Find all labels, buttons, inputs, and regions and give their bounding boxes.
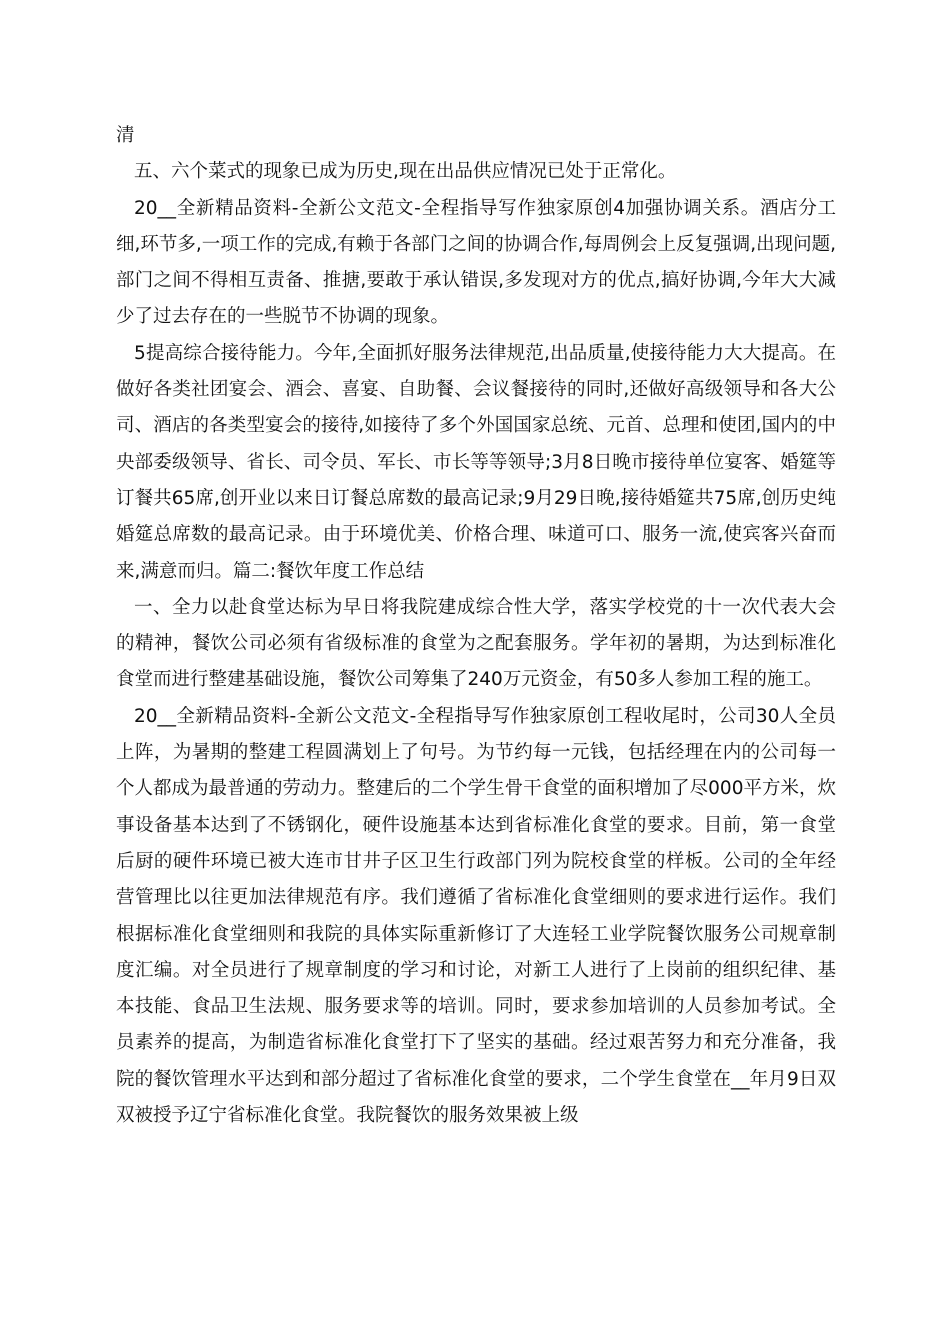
- paragraph-canteen-standard: 一、全力以赴食堂达标为早日将我院建成综合性大学，落实学校党的十一次代表大会的精神，餐饮公司必须有省级标准的食堂为之配套服务。学年初的暑期，为达到标准化食堂而进行整建基础设施，餐饮公司筹集了240万元资金，有50多人参加工程的施工。: [116, 596, 836, 691]
- paragraph-construction-management: 20__全新精品资料-全新公文范文-全程指导写作独家原创工程收尾时，公司30人全员上阵，为暑期的整建工程圆满划上了句号。为节约每一元钱，包括经理在内的公司每一个人都成为最普通的劳动力。整建后的二个学生骨干食堂的面积增加了尽000平方米，炊事设备基本达到了不锈钢化，硬件设施基本达到省标准化食堂的要求。目前，第一食堂后厨的硬件环境已被大连市甘井子区卫生行政部门列为院校食堂的样板。公司的全年经营管理比以往更加法律规范有序。我们遵循了省标准化食堂细则的要求进行运作。我们根据标准化食堂细则和我院的具体实际重新修订了大连轻工业学院餐饮服务公司规章制度汇编。对全员进行了规章制度的学习和讨论，对新工人进行了上岗前的组织纪律、基本技能、食品卫生法规、服务要求等的培训。同时，要求参加培训的人员参加考试。全员素养的提高，为制造省标准化食堂打下了坚实的基础。经过艰苦努力和充分准备，我院的餐饮管理水平达到和部分超过了省标准化食堂的要求，二个学生食堂在__年月9日双双被授予辽宁省标准化食堂。我院餐饮的服务效果被上级: [116, 705, 836, 1127]
- paragraph-menu-status: 五、六个菜式的现象已成为历史,现在出品供应情况已处于正常化。: [134, 161, 677, 183]
- document-page: [116, 118, 836, 1134]
- paragraph-fragment: 清: [116, 125, 135, 146]
- paragraph-reception: 5提高综合接待能力。今年,全面抓好服务法律规范,出品质量,使接待能力大大提高。在做好各类社团宴会、酒会、喜宴、自助餐、会议餐接待的同时,还做好高级领导和各大公司、酒店的各类型宴会的接待,如接待了多个外国国家总统、元首、总理和使团,国内的中央部委级领导、省长、司令员、军长、市长等等领导;3月8日晚市接待单位宴客、婚筵等订餐共65席,创开业以来日订餐总席数的最高记录;9月29日晚,接待婚筵共75席,创历史纯婚筵总席数的最高记录。由于环境优美、价格合理、味道可口、服务一流,使宾客兴奋而来,满意而归。篇二:餐饮年度工作总结: [116, 342, 836, 582]
- paragraph-coordination: 20__全新精品资料-全新公文范文-全程指导写作独家原创4加强协调关系。酒店分工细,环节多,一项工作的完成,有赖于各部门之间的协调合作,每周例会上反复强调,出现问题,部门之间不得相互责备、推搪,要敢于承认错误,多发现对方的优点,搞好协调,今年大大减少了过去存在的一些脱节不协调的现象。: [116, 197, 836, 328]
